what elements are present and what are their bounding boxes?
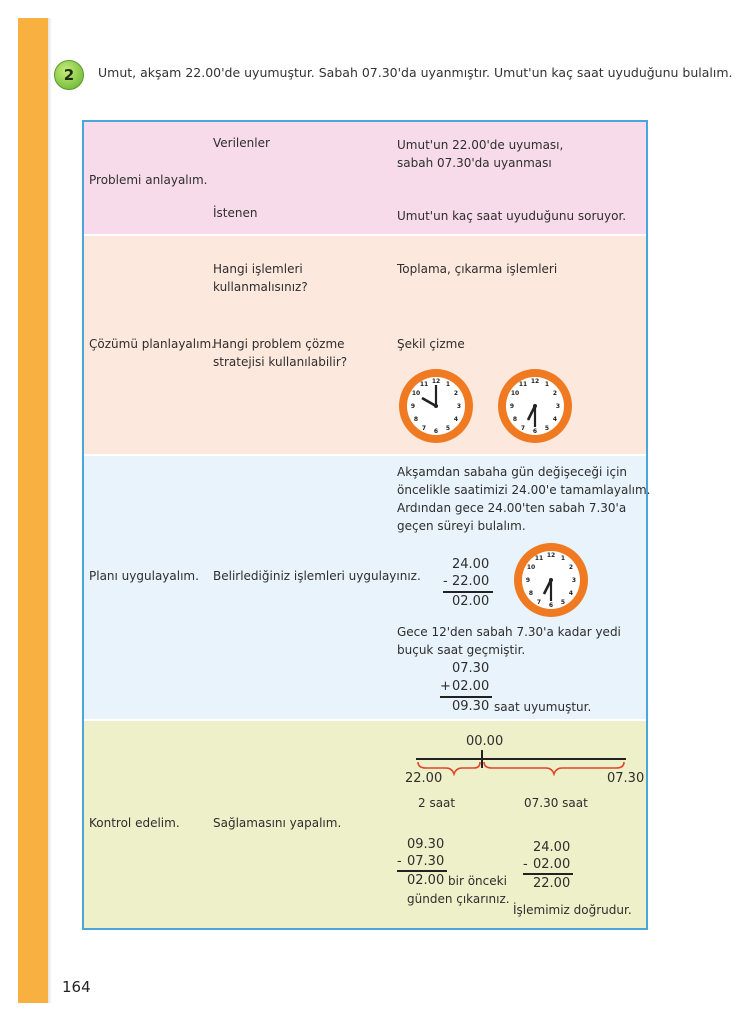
given-line-1: Umut'un 22.00'de uyuması, — [397, 138, 564, 152]
svg-text:1: 1 — [544, 381, 550, 388]
plan-answer-1: Toplama, çıkarma işlemleri — [397, 262, 558, 276]
svg-text:2: 2 — [453, 390, 459, 397]
svg-text:11: 11 — [534, 555, 544, 562]
timeline-braces — [416, 760, 626, 776]
plan-question-1-line-1: Hangi işlemleri — [213, 262, 303, 276]
step-plan-label: Çözümü planlayalım. — [89, 337, 215, 351]
step-understand-label: Problemi anlayalım. — [89, 173, 208, 187]
given-label: Verilenler — [213, 136, 270, 150]
timeline-midnight-label: 00.00 — [466, 734, 504, 749]
addition-suffix: saat uyumuştur. — [494, 700, 592, 714]
check-left-sign: - — [397, 854, 402, 869]
svg-text:1: 1 — [445, 381, 451, 388]
svg-text:7: 7 — [536, 599, 542, 606]
subtraction-result: 02.00 — [452, 594, 490, 609]
svg-text:8: 8 — [512, 416, 518, 423]
svg-text:3: 3 — [555, 403, 561, 410]
addition-sign: + — [440, 679, 451, 694]
timeline-span-right: 07.30 saat — [524, 796, 588, 810]
svg-text:10: 10 — [526, 564, 536, 571]
check-right-result: 22.00 — [533, 876, 571, 891]
question-number-badge: 2 — [54, 60, 84, 90]
addition-result: 09.30 — [452, 699, 490, 714]
apply-para-1-line-2: öncelikle saatimizi 24.00'e tamamlayalım. — [397, 483, 651, 497]
asked-value: Umut'un kaç saat uyuduğunu soruyor. — [397, 209, 627, 223]
svg-text:6: 6 — [433, 428, 439, 435]
svg-text:7: 7 — [421, 425, 427, 432]
orange-side-tab — [18, 18, 48, 1003]
subtraction-bottom: 22.00 — [452, 574, 490, 589]
svg-text:11: 11 — [419, 381, 429, 388]
svg-text:5: 5 — [544, 425, 550, 432]
svg-text:9: 9 — [410, 403, 416, 410]
check-right-top: 24.00 — [533, 840, 571, 855]
svg-text:8: 8 — [413, 416, 419, 423]
timeline-span-left: 2 saat — [418, 796, 456, 810]
page-number: 164 — [62, 978, 91, 996]
step-check-label: Kontrol edelim. — [89, 816, 180, 830]
clock-07-30-icon — [496, 367, 574, 445]
timeline-end-label: 07.30 — [607, 771, 645, 786]
apply-para-2-line-2: buçuk saat geçmiştir. — [397, 643, 526, 657]
check-left-note-1: bir önceki — [448, 874, 507, 888]
tab-shadow — [48, 18, 52, 1003]
plan-question-2-line-2: stratejisi kullanılabilir? — [213, 355, 348, 369]
svg-text:6: 6 — [548, 602, 554, 609]
apply-instruction: Belirlediğiniz işlemleri uygulayınız. — [213, 569, 421, 583]
subtraction-top: 24.00 — [452, 557, 490, 572]
asked-label: İstenen — [213, 206, 258, 220]
timeline-start-label: 22.00 — [405, 771, 443, 786]
svg-text:5: 5 — [445, 425, 451, 432]
svg-text:3: 3 — [456, 403, 462, 410]
check-left-note-2: günden çıkarınız. — [407, 892, 510, 906]
check-left-bottom: 07.30 — [407, 854, 445, 869]
svg-text:12: 12 — [530, 378, 540, 385]
check-left-result: 02.00 — [407, 873, 445, 888]
apply-para-1-line-4: geçen süreyi bulalım. — [397, 519, 526, 533]
subtraction-sign: - — [443, 574, 448, 589]
svg-text:12: 12 — [546, 552, 556, 559]
clock-22-00-icon — [397, 367, 475, 445]
plan-question-2-line-1: Hangi problem çözme — [213, 337, 345, 351]
check-right-note: İşlemimiz doğrudur. — [513, 903, 632, 917]
svg-text:11: 11 — [518, 381, 528, 388]
svg-text:2: 2 — [568, 564, 574, 571]
check-right-sign: - — [523, 857, 528, 872]
plan-question-1-line-2: kullanmalısınız? — [213, 280, 308, 294]
check-right-bottom: 02.00 — [533, 857, 571, 872]
svg-text:7: 7 — [520, 425, 526, 432]
plan-answer-2: Şekil çizme — [397, 337, 465, 351]
addition-top: 07.30 — [452, 661, 490, 676]
svg-text:4: 4 — [453, 416, 459, 423]
step-apply-label: Planı uygulayalım. — [89, 569, 199, 583]
given-line-2: sabah 07.30'da uyanması — [397, 156, 552, 170]
svg-text:9: 9 — [509, 403, 515, 410]
svg-text:4: 4 — [568, 590, 574, 597]
svg-text:8: 8 — [528, 590, 534, 597]
svg-text:12: 12 — [431, 378, 441, 385]
clock-07-30-icon — [512, 541, 590, 619]
apply-para-1-line-3: Ardından gece 24.00'ten sabah 7.30'a — [397, 501, 627, 515]
svg-text:10: 10 — [411, 390, 421, 397]
apply-para-2-line-1: Gece 12'den sabah 7.30'a kadar yedi — [397, 625, 621, 639]
check-left-top: 09.30 — [407, 837, 445, 852]
svg-text:4: 4 — [552, 416, 558, 423]
svg-text:5: 5 — [560, 599, 566, 606]
apply-para-1-line-1: Akşamdan sabaha gün değişeceği için — [397, 465, 628, 479]
svg-text:10: 10 — [510, 390, 520, 397]
svg-text:9: 9 — [525, 577, 531, 584]
svg-text:1: 1 — [560, 555, 566, 562]
svg-text:2: 2 — [552, 390, 558, 397]
addition-bottom: 02.00 — [452, 679, 490, 694]
svg-text:3: 3 — [571, 577, 577, 584]
question-text: Umut, akşam 22.00'de uyumuştur. Sabah 07.30'da uyanmıştır. Umut'un kaç saat uyuduğunu bulalım. — [98, 65, 733, 80]
svg-text:6: 6 — [532, 428, 538, 435]
check-instruction: Sağlamasını yapalım. — [213, 816, 342, 830]
